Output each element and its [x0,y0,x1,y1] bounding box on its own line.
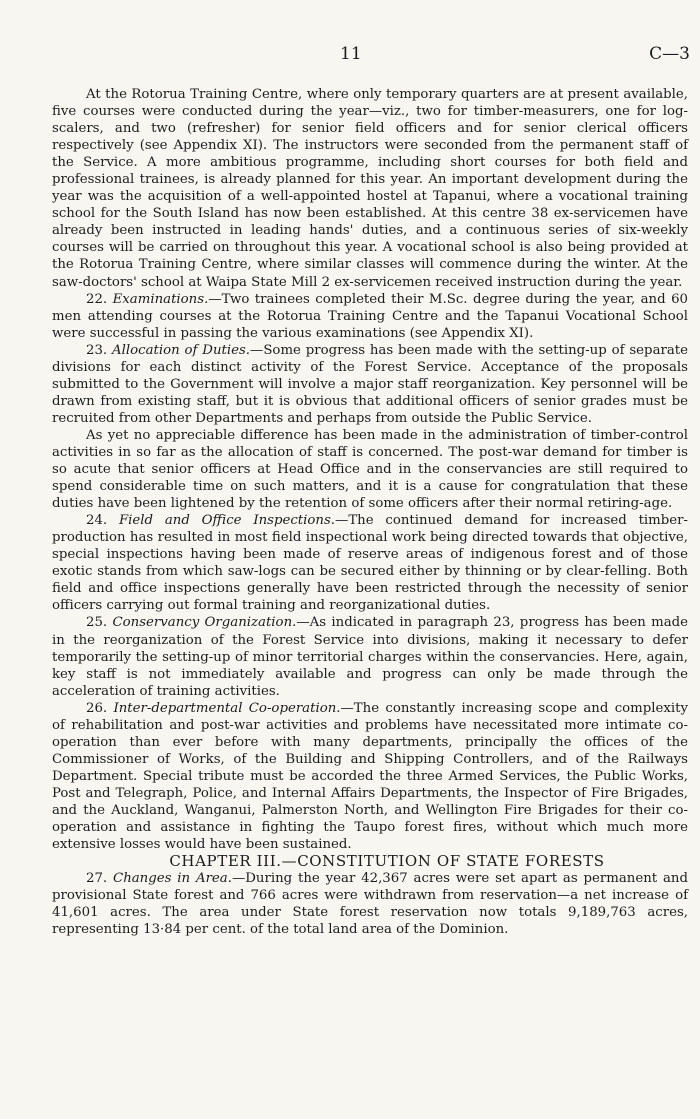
paragraph-22 [52,291,688,342]
paragraph-number: 24. [86,513,108,529]
paragraph-27 [52,870,688,938]
paragraph-heading: Conservancy Organization. [112,615,297,631]
paragraph-26 [52,700,688,853]
paragraph-text: —Two trainees completed their M.Sc. degree during the year, and 60 men attending courses at the Rotorua Training Centre and the Tapanui Vocational School were successful in passing the various examinations (see Appendix XI). [52,291,688,341]
paragraph-heading: Field and Office Inspections. [118,513,336,529]
paragraph-heading: Examinations. [112,291,209,307]
paragraph-number: 26. [86,700,108,716]
page-header [0,44,700,68]
paragraph-23 [52,342,688,427]
paragraph-number: 25. [86,615,108,631]
paragraph-text: —During the year 42,367 acres were set apart as permanent and provisional State forest and 766 acres were withdrawn from reservation—a net increase of 41,601 acres. The area under State forest reservation now totals 9,189,763 acres, representing 13·84 per cent. of the total land area of the Dominion. [52,871,689,938]
paragraph-24 [52,512,688,614]
paragraph-training-centre [52,86,688,291]
chapter-heading: CHAPTER III.—CONSTITUTION OF STATE FORESTS [169,852,605,871]
paragraph-text: As yet no appreciable difference has been made in the administration of timber-control activities in so far as the allocation of staff is concerned. The post-war demand for timber is so acute that senior officers at Head Office and in the conservancies are still required to spend considerable time on such matters, and it is a cause for congratulation that these duties have been lightened by the retention of some officers after their normal retiring-age. [52,427,688,512]
paragraph-number: 27. [86,871,108,887]
paragraph-text: —Some progress has been made with the setting-up of separate divisions for each distinct activity of the Forest Service. Acceptance of the proposals submitted to the Government will involve a major staff reorganization. Key personnel will be drawn from existing staff, but it is obvious that additional officers of senior grades must be recruited from other Departments and perhaps from outside the Public Service. [52,342,688,426]
paragraph-timber-control [52,427,688,512]
paragraph-text: —The constantly increasing scope and complexity of rehabilitation and post-war activities and problems have necessitated more intimate co-operation than ever before with many departments, principally the offices of the Commissioner of Works, of the Building and Shipping Controllers, and of the Railways Department. Special tribute must be accorded the three Armed Services, the Public Works, Post and Telegraph, Police, and Internal Affairs Departments, the Inspector of Fire Brigades, and the Auckland, Wanganui, Palmerston North, and Wellington Fire Brigades for their co-operation and assistance in fighting the Taupo forest fires, without which much more extensive losses would have been sustained. [52,700,688,853]
body-text [52,86,688,938]
page-number: 11 [340,44,362,64]
paragraph-heading: Inter-departmental Co-operation. [113,700,341,716]
paragraph-text: At the Rotorua Training Centre, where only temporary quarters are at present available, five courses were conducted during the year—viz., two for timber-measurers, one for log-scalers, and two (refresher) for senior field officers and for senior clerical officers respectively (see Appendix XI). The instructors were seconded from the permanent staff of the Service. A more ambitious programme, including short courses for both field and professional trainees, is already planned for this year. An important development during the year was the acquisition of a well-appointed hostel at Tapanui, where a vocational training school for the South Island has now been established. At this centre 38 ex-servicemen have already been instructed in leading hands' duties, and a continuous series of six-weekly courses will be carried on throughout this year. A vocational school is also being provided at the Rotorua Training Centre, where similar classes will commence during the winter. At the saw-doctors' school at Waipa State Mill 2 ex-servicemen received instruction during the year. [52,87,688,290]
paragraph-number: 23. [86,342,108,358]
series-code: C—3 [649,44,690,64]
paragraph-text: —As indicated in paragraph 23, progress has been made in the reorganization of the Forest Service into divisions, making it necessary to defer temporarily the setting-up of minor territorial charges within the conservancies. Here, again, key staff is not immediately available and progress can only be made through the acceleration of training activities. [52,615,688,699]
paragraph-heading: Changes in Area. [113,871,232,887]
paragraph-heading: Allocation of Duties. [112,342,251,358]
paragraph-25 [52,614,688,699]
paragraph-text: —The continued demand for increased timber-production has resulted in most field inspectional work being directed towards that objective, special inspections having been made of reserve areas of indigenous forest and of those exotic stands from which saw-logs can be secured either by thinning or by clear-felling. Both field and office inspections generally have been restricted through the necessity of senior officers carrying out formal training and reorganizational duties. [52,513,689,614]
paragraph-number: 22. [86,291,108,307]
